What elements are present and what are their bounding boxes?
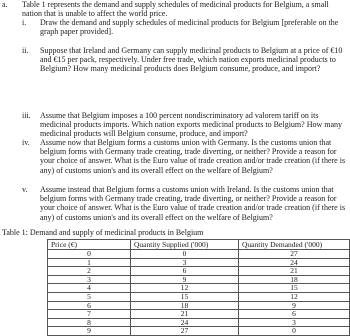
price-cell: 7 — [48, 310, 131, 319]
table-row — [48, 318, 350, 327]
price-cell: 8 — [48, 318, 131, 327]
sub-question-number: ii. — [22, 46, 29, 55]
price-cell: 4 — [48, 284, 131, 293]
quantity-supplied-cell: 0 — [131, 250, 239, 259]
question-intro: Table 1 represents the demand and supply schedules of medicinal products for Belgium, a small nation that is unable to affect the world price. — [22, 0, 329, 19]
table-row — [48, 267, 350, 276]
quantity-supplied-cell: 15 — [131, 292, 239, 301]
question-label: a. — [2, 0, 8, 9]
quantity-demanded-cell: 15 — [239, 284, 350, 293]
table-row — [48, 292, 350, 301]
quantity-demanded-cell: 21 — [239, 267, 350, 276]
table-row — [48, 250, 350, 259]
table-header-row — [48, 240, 350, 250]
quantity-supplied-cell: 6 — [131, 267, 239, 276]
sub-question-text: Assume instead that Belgium forms a customs union with Ireland. Is the customs union that belgium forms with Germany trade creating, trade diverting, or neither? Provide a reason for your choice of answer. What is the Euro value of trade creation and/or trade creation (if there is any) of customs union's and its overall effect on the welfare of Belgium? — [40, 185, 346, 222]
price-cell: 6 — [48, 301, 131, 310]
sub-question-text: Draw the demand and supply schedules of medicinal products for Belgium [preferable on the graph paper provided]. — [40, 18, 339, 37]
table-row — [48, 327, 350, 336]
price-cell: 5 — [48, 292, 131, 301]
quantity-supplied-cell: 12 — [131, 284, 239, 293]
price-column-header: Price (€) — [48, 240, 131, 250]
price-cell: 9 — [48, 327, 131, 336]
table-row — [48, 258, 350, 267]
price-cell: 3 — [48, 275, 131, 284]
quantity-supplied-cell: 24 — [131, 318, 239, 327]
quantity-demanded-column-header: Quantity Demanded ('000) — [239, 240, 350, 250]
quantity-supplied-column-header: Quantity Supplied ('000) — [131, 240, 239, 250]
sub-question-text: Assume that Belgium imposes a 100 percent nondiscriminatory ad valorem tariff on its medicinal products imports. Which nation exports medicinal products to Belgium? How many medicinal products will Belgium consume, produce, and import? — [40, 111, 343, 139]
sub-question-number: iv. — [22, 138, 30, 147]
quantity-supplied-cell: 21 — [131, 310, 239, 319]
sub-question-number: iii. — [22, 111, 31, 120]
supply-demand-table — [47, 239, 350, 336]
quantity-demanded-cell: 18 — [239, 275, 350, 284]
quantity-demanded-cell: 3 — [239, 318, 350, 327]
table-row — [48, 284, 350, 293]
quantity-demanded-cell: 12 — [239, 292, 350, 301]
price-cell: 1 — [48, 258, 131, 267]
table-row — [48, 275, 350, 284]
quantity-supplied-cell: 9 — [131, 275, 239, 284]
quantity-supplied-cell: 18 — [131, 301, 239, 310]
quantity-supplied-cell: 27 — [131, 327, 239, 336]
quantity-demanded-cell: 27 — [239, 250, 350, 259]
table-row — [48, 301, 350, 310]
price-cell: 0 — [48, 250, 131, 259]
quantity-demanded-cell: 9 — [239, 301, 350, 310]
sub-question-number: v. — [22, 185, 28, 194]
quantity-supplied-cell: 3 — [131, 258, 239, 267]
quantity-demanded-cell: 6 — [239, 310, 350, 319]
sub-question-text: Suppose that Ireland and Germany can supply medicinal products to Belgium at a price of €10 and €15 per pack, respectively. Under free trade, which nation exports medicinal products to Belgium? How many medicinal products does Belgium consume, produce, and import? — [40, 46, 343, 74]
quantity-demanded-cell: 0 — [239, 327, 350, 336]
table-caption: Table 1: Demand and supply of medicinal products in Belgium — [2, 228, 204, 237]
quantity-demanded-cell: 24 — [239, 258, 350, 267]
price-cell: 2 — [48, 267, 131, 276]
sub-question-number: i. — [22, 18, 27, 27]
sub-question-text: Assume now that Belgium forms a customs union with Germany. Is the customs union that belgium forms with Germany trade creating, trade diverting, or neither? Provide a reason for your choice of answer. What is the Euro value of trade creation and/or trade creation (if there is any) of customs union's and its overall effect on the welfare of Belgium? — [40, 138, 346, 175]
